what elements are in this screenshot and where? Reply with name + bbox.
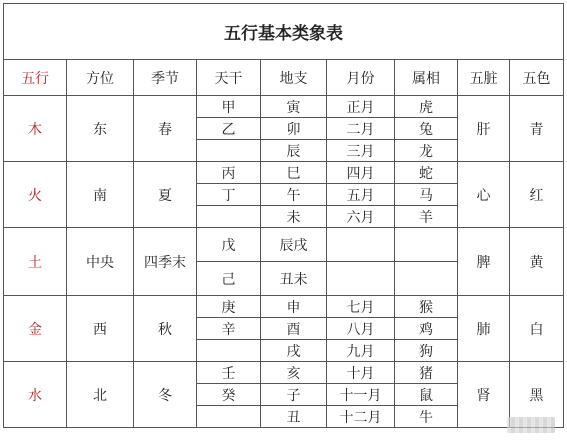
direction-cell: 南 xyxy=(67,162,134,228)
direction-cell: 北 xyxy=(67,362,134,428)
stem-cell: 乙 xyxy=(197,118,261,140)
zodiac-cell: 猪 xyxy=(395,362,458,384)
five-elements-table xyxy=(3,3,564,428)
zodiac-cell: 鼠 xyxy=(395,384,458,406)
branch-cell: 卯 xyxy=(261,118,327,140)
header-month: 月份 xyxy=(327,60,395,96)
zodiac-cell: 蛇 xyxy=(395,162,458,184)
branch-cell: 子 xyxy=(261,384,327,406)
zodiac-cell: 鸡 xyxy=(395,318,458,340)
header-zodiac: 属相 xyxy=(395,60,458,96)
stem-cell xyxy=(197,406,261,428)
branch-cell: 辰戌 xyxy=(261,228,327,262)
stem-cell: 癸 xyxy=(197,384,261,406)
month-cell: 五月 xyxy=(327,184,395,206)
zodiac-cell: 虎 xyxy=(395,96,458,118)
organ-cell: 肾 xyxy=(458,362,510,428)
table-row xyxy=(4,362,564,384)
zodiac-cell: 猴 xyxy=(395,296,458,318)
direction-cell: 中央 xyxy=(67,228,134,296)
month-cell: 二月 xyxy=(327,118,395,140)
month-cell: 九月 xyxy=(327,340,395,362)
zodiac-cell xyxy=(395,228,458,262)
month-cell: 四月 xyxy=(327,162,395,184)
stem-cell: 甲 xyxy=(197,96,261,118)
watermark xyxy=(507,417,555,433)
element-cell: 土 xyxy=(4,228,67,296)
color-cell: 黄 xyxy=(510,228,564,296)
season-cell: 冬 xyxy=(134,362,197,428)
month-cell: 十二月 xyxy=(327,406,395,428)
branch-cell: 戌 xyxy=(261,340,327,362)
branch-cell: 午 xyxy=(261,184,327,206)
element-cell: 金 xyxy=(4,296,67,362)
branch-cell: 丑 xyxy=(261,406,327,428)
season-cell: 春 xyxy=(134,96,197,162)
zodiac-cell: 马 xyxy=(395,184,458,206)
header-organ: 五脏 xyxy=(458,60,510,96)
stem-cell: 丁 xyxy=(197,184,261,206)
element-cell: 木 xyxy=(4,96,67,162)
branch-cell: 辰 xyxy=(261,140,327,162)
stem-cell: 辛 xyxy=(197,318,261,340)
zodiac-cell: 羊 xyxy=(395,206,458,228)
month-cell: 八月 xyxy=(327,318,395,340)
season-cell: 秋 xyxy=(134,296,197,362)
stem-cell: 庚 xyxy=(197,296,261,318)
organ-cell: 肺 xyxy=(458,296,510,362)
element-cell: 水 xyxy=(4,362,67,428)
season-cell: 夏 xyxy=(134,162,197,228)
stem-cell: 己 xyxy=(197,262,261,296)
color-cell: 黑 xyxy=(510,362,564,428)
stem-cell xyxy=(197,340,261,362)
table-row xyxy=(4,96,564,118)
stem-cell: 壬 xyxy=(197,362,261,384)
organ-cell: 心 xyxy=(458,162,510,228)
branch-cell: 酉 xyxy=(261,318,327,340)
element-cell: 火 xyxy=(4,162,67,228)
table-row xyxy=(4,162,564,184)
season-cell: 四季末 xyxy=(134,228,197,296)
stem-cell xyxy=(197,140,261,162)
zodiac-cell: 龙 xyxy=(395,140,458,162)
direction-cell: 西 xyxy=(67,296,134,362)
stem-cell xyxy=(197,206,261,228)
branch-cell: 寅 xyxy=(261,96,327,118)
organ-cell: 脾 xyxy=(458,228,510,296)
color-cell: 青 xyxy=(510,96,564,162)
branch-cell: 未 xyxy=(261,206,327,228)
stem-cell: 戊 xyxy=(197,228,261,262)
header-direction: 方位 xyxy=(67,60,134,96)
header-branch: 地支 xyxy=(261,60,327,96)
stem-cell: 丙 xyxy=(197,162,261,184)
month-cell: 正月 xyxy=(327,96,395,118)
month-cell: 十月 xyxy=(327,362,395,384)
header-color: 五色 xyxy=(510,60,564,96)
table-row xyxy=(4,296,564,318)
month-cell: 六月 xyxy=(327,206,395,228)
zodiac-cell: 兔 xyxy=(395,118,458,140)
branch-cell: 巳 xyxy=(261,162,327,184)
color-cell: 白 xyxy=(510,296,564,362)
direction-cell: 东 xyxy=(67,96,134,162)
header-wuxing: 五行 xyxy=(4,60,67,96)
month-cell xyxy=(327,228,395,262)
header-season: 季节 xyxy=(134,60,197,96)
branch-cell: 丑未 xyxy=(261,262,327,296)
color-cell: 红 xyxy=(510,162,564,228)
zodiac-cell xyxy=(395,262,458,296)
organ-cell: 肝 xyxy=(458,96,510,162)
month-cell xyxy=(327,262,395,296)
zodiac-cell: 牛 xyxy=(395,406,458,428)
table-row xyxy=(4,228,564,262)
month-cell: 七月 xyxy=(327,296,395,318)
month-cell: 三月 xyxy=(327,140,395,162)
zodiac-cell: 狗 xyxy=(395,340,458,362)
branch-cell: 亥 xyxy=(261,362,327,384)
branch-cell: 申 xyxy=(261,296,327,318)
table-title: 五行基本类象表 xyxy=(4,4,564,60)
month-cell: 十一月 xyxy=(327,384,395,406)
header-row xyxy=(4,60,564,96)
header-stem: 天干 xyxy=(197,60,261,96)
